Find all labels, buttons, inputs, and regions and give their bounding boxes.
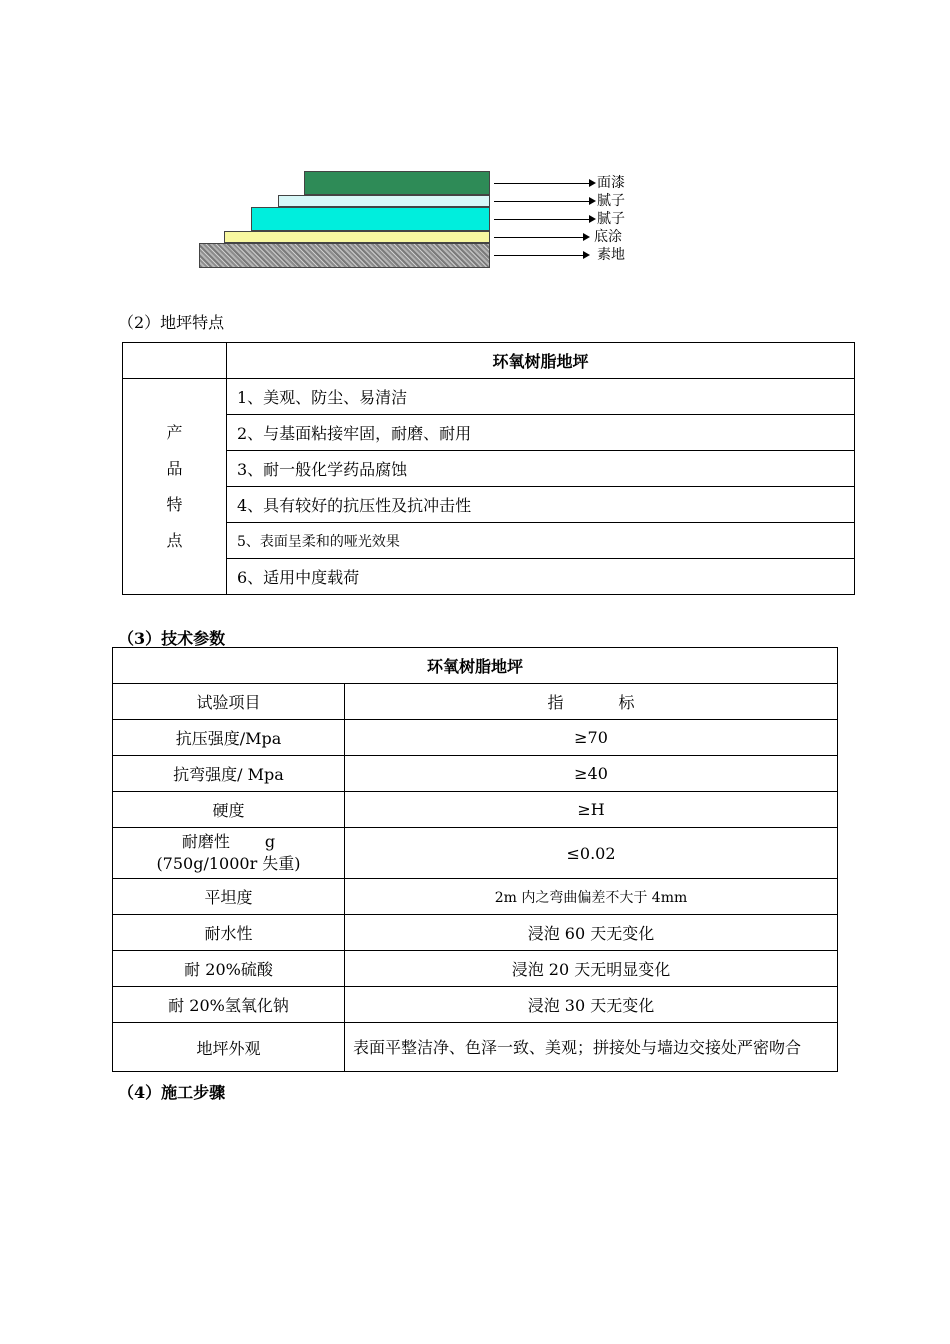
table-row xyxy=(113,792,838,828)
spec-value: 浸泡 30 天无变化 xyxy=(345,987,838,1023)
section4-heading: （4）施工步骤 xyxy=(118,1083,226,1102)
spec-item-line2: (750g/1000r 失重) xyxy=(156,854,301,873)
empty-cell xyxy=(123,343,227,379)
side-label: 产 品 特 点 xyxy=(123,379,227,595)
table-row xyxy=(123,343,855,379)
table-row xyxy=(113,915,838,951)
table-row xyxy=(113,828,838,879)
spec-value: ≤0.02 xyxy=(345,828,838,879)
table-row xyxy=(123,559,855,595)
table-row xyxy=(123,451,855,487)
table-row xyxy=(113,684,838,720)
feature-item: 3、耐一般化学药品腐蚀 xyxy=(227,451,855,487)
arrow-line xyxy=(494,183,590,184)
arrow-head xyxy=(583,233,590,241)
layer-label: 面漆 xyxy=(597,175,625,191)
layer-topcoat xyxy=(304,171,490,195)
layer-putty-cyan xyxy=(251,207,490,231)
spec-item: 地坪外观 xyxy=(113,1023,345,1072)
table-row xyxy=(123,379,855,415)
spec-value: ≥H xyxy=(345,792,838,828)
table-row xyxy=(113,1023,838,1072)
table-row xyxy=(113,648,838,684)
arrow-line xyxy=(494,219,590,220)
table-row xyxy=(123,523,855,559)
arrow-head xyxy=(589,179,596,187)
feature-item: 5、表面呈柔和的哑光效果 xyxy=(227,523,855,559)
feature-item: 6、适用中度载荷 xyxy=(227,559,855,595)
arrow-line xyxy=(494,255,584,256)
arrow-head xyxy=(583,251,590,259)
column-header: 试验项目 xyxy=(113,684,345,720)
layer-label: 底涂 xyxy=(594,229,622,245)
spec-item: 抗弯强度/ Mpa xyxy=(113,756,345,792)
column-header: 指 标 xyxy=(345,684,838,720)
arrow-line xyxy=(494,237,584,238)
layer-label: 腻子 xyxy=(597,193,625,209)
table-row xyxy=(123,487,855,523)
layer-label: 素地 xyxy=(597,247,625,263)
table-row xyxy=(113,951,838,987)
section2-heading: （2）地坪特点 xyxy=(118,313,225,332)
layer-putty-light xyxy=(278,195,490,207)
table-row xyxy=(113,720,838,756)
table-title: 环氧树脂地坪 xyxy=(227,343,855,379)
table-row xyxy=(113,756,838,792)
spec-item: 硬度 xyxy=(113,792,345,828)
layer-label: 腻子 xyxy=(597,211,625,227)
spec-item: 耐水性 xyxy=(113,915,345,951)
table-row xyxy=(123,415,855,451)
features-table xyxy=(122,342,855,595)
table-row xyxy=(113,987,838,1023)
layer-substrate xyxy=(199,243,490,268)
feature-item: 4、具有较好的抗压性及抗冲击性 xyxy=(227,487,855,523)
spec-item: 耐 20%氢氧化钠 xyxy=(113,987,345,1023)
arrow-line xyxy=(494,201,590,202)
spec-item: 平坦度 xyxy=(113,879,345,915)
spec-value: 浸泡 20 天无明显变化 xyxy=(345,951,838,987)
specs-table xyxy=(112,647,838,1072)
spec-item: 抗压强度/Mpa xyxy=(113,720,345,756)
feature-item: 1、美观、防尘、易清洁 xyxy=(227,379,855,415)
feature-item: 2、与基面粘接牢固，耐磨、耐用 xyxy=(227,415,855,451)
section3-heading: （3）技术参数 xyxy=(118,629,226,648)
spec-value: 表面平整洁净、色泽一致、美观；拼接处与墙边交接处严密吻合 xyxy=(345,1023,838,1072)
spec-value: 浸泡 60 天无变化 xyxy=(345,915,838,951)
spec-item-line1: 耐磨性 g xyxy=(181,832,276,851)
arrow-head xyxy=(589,197,596,205)
layer-primer xyxy=(224,231,490,243)
spec-item xyxy=(113,828,345,879)
spec-value: 2m 内之弯曲偏差不大于 4mm xyxy=(345,879,838,915)
arrow-head xyxy=(589,215,596,223)
spec-value: ≥70 xyxy=(345,720,838,756)
spec-value: ≥40 xyxy=(345,756,838,792)
table-title: 环氧树脂地坪 xyxy=(113,648,838,684)
table-row xyxy=(113,879,838,915)
spec-item: 耐 20%硫酸 xyxy=(113,951,345,987)
